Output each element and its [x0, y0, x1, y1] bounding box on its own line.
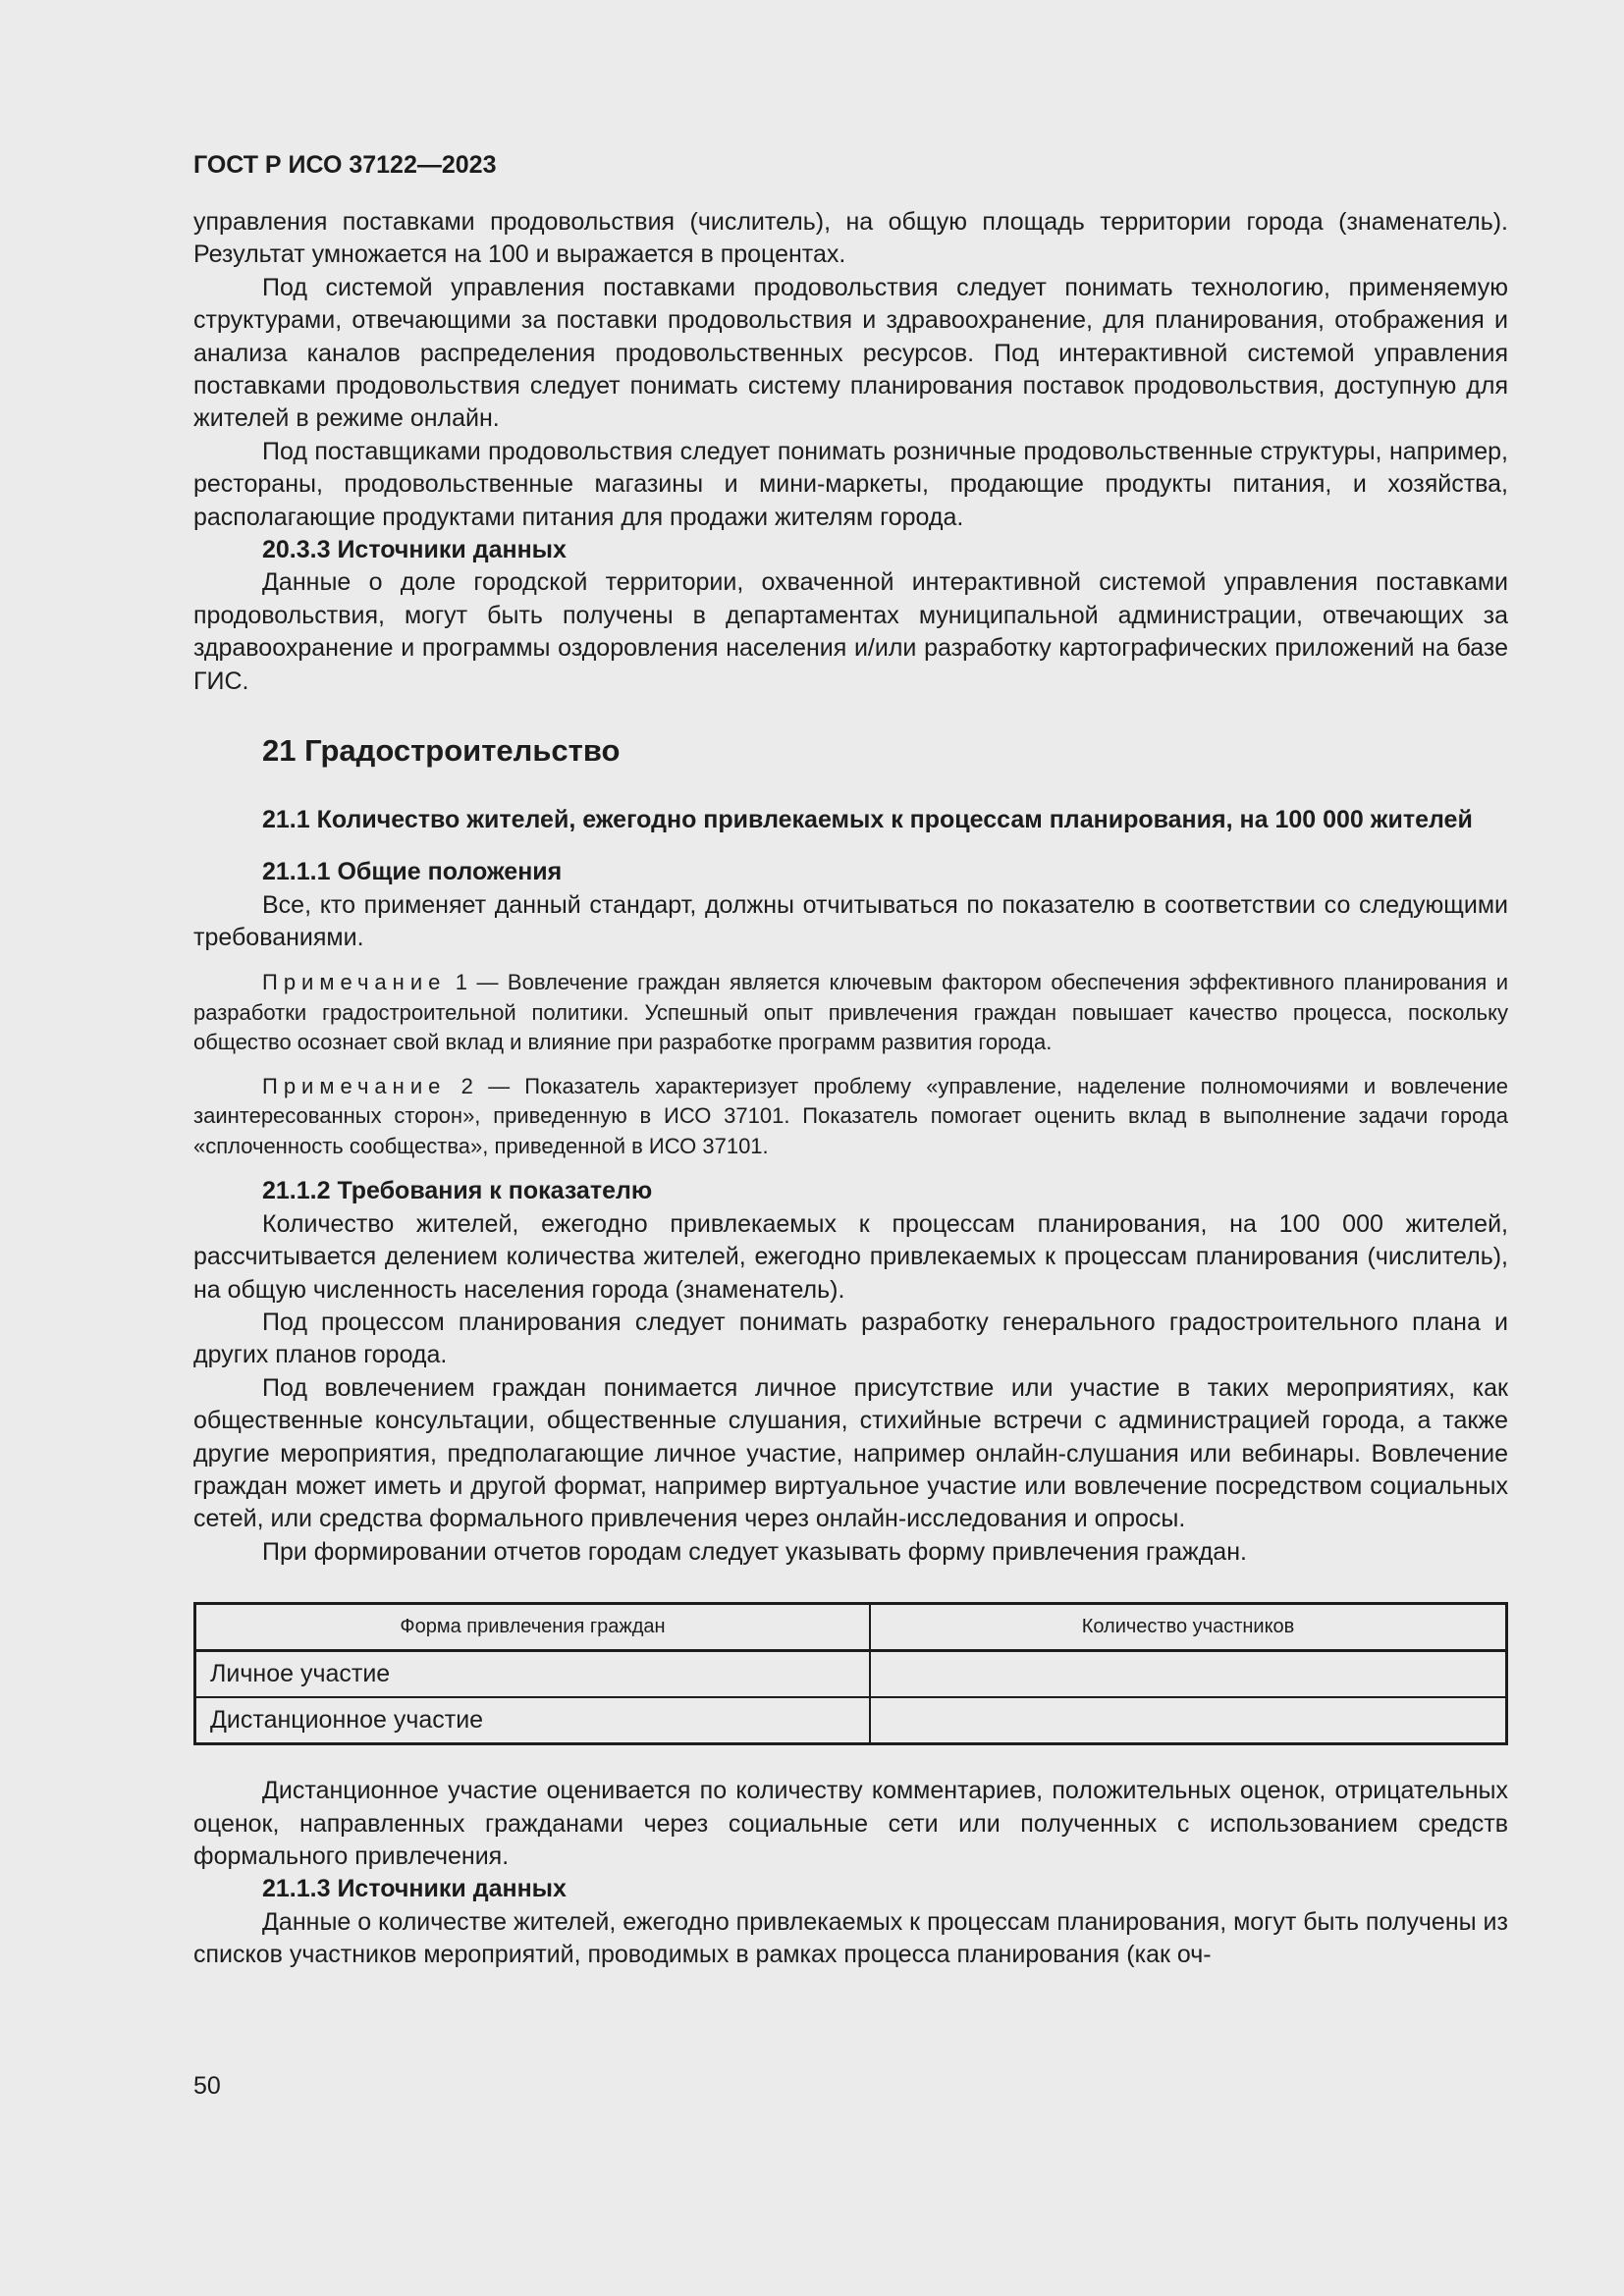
document-header: ГОСТ Р ИСО 37122—2023 — [193, 151, 497, 179]
body-paragraph: управления поставками продовольствия (числитель), на общую площадь территории города (знаменатель). Результат умножается на 100 и выражается в процентах. — [193, 208, 1508, 269]
note-paragraph — [193, 968, 1508, 1058]
body-paragraph: Под вовлечением граждан понимается личное присутствие или участие в таких мероприятиях, как общественные консультации, общественные слушания, стихийные встречи с администрацией города, а также другие мероприятия, предполагающие личное участие, например онлайн-слушания или вебинары. Вовлечение граждан может иметь и другой формат, например виртуальное участие или вовлечение посредством социальных сетей, или средства формального привлечения через онлайн-исследования и опросы. — [193, 1373, 1508, 1533]
table-row — [195, 1651, 1507, 1698]
note-paragraph — [193, 1072, 1508, 1162]
note-text: 1 — Вовлечение граждан является ключевым фактором обеспечения эффективного планирования и разработки градостроительной политики. Успешный опыт привлечения граждан повышает качество процесса, поскольку общество осознает свой вклад и влияние при разработке программ развития города. — [193, 970, 1508, 1055]
participation-table — [193, 1602, 1508, 1745]
table-cell-form: Личное участие — [195, 1651, 871, 1698]
page-number: 50 — [193, 2072, 221, 2100]
section-heading: 21 Градостроительство — [262, 733, 621, 769]
note-text: 2 — Показатель характеризует проблему «управление, наделение полномочиями и вовлечение заинтересованных сторон», приведенную в ИСО 37101. Показатель помогает оценить вклад в выполнение задачи города «сплоченность сообщества», приведенной в ИСО 37101. — [193, 1073, 1508, 1158]
note-label: Примечание — [262, 1073, 447, 1098]
table-header-cell: Форма привлечения граждан — [195, 1604, 871, 1651]
body-paragraph: Количество жителей, ежегодно привлекаемых к процессам планирования, на 100 000 жителей, рассчитывается делением количества жителей, ежегодно привлекаемых к процессам планирования (числитель), на общую численность населения города (знаменатель). — [193, 1209, 1508, 1304]
table-row — [195, 1697, 1507, 1744]
table-cell-count — [870, 1697, 1507, 1744]
document-body — [193, 206, 1508, 1972]
clause-heading: 21.1.1 Общие положения — [262, 858, 563, 886]
body-paragraph: Под процессом планирования следует понимать разработку генерального градостроительного плана и других планов города. — [193, 1308, 1508, 1369]
clause-heading: 20.3.3 Источники данных — [262, 536, 567, 564]
body-paragraph: Под поставщиками продовольствия следует понимать розничные продовольственные структуры, например, рестораны, продовольственные магазины и мини-маркеты, продающие продукты питания, и хозяйства, располагающие продуктами питания для продажи жителям города. — [193, 437, 1508, 531]
subsection-heading: 21.1 Количество жителей, ежегодно привлекаемых к процессам планирования, на 100 000 жителей — [262, 806, 1473, 834]
body-paragraph: При формировании отчетов городам следует указывать форму привлечения граждан. — [262, 1537, 1247, 1566]
body-paragraph: Под системой управления поставками продовольствия следует понимать технологию, применяемую структурами, отвечающими за поставки продовольствия и здравоохранение, для планирования, отображения и анализа каналов распределения продовольственных ресурсов. Под интерактивной системой управления поставками продовольствия следует понимать систему планирования поставок продовольствия, доступную для жителей в режиме онлайн. — [193, 273, 1508, 433]
note-label: Примечание — [262, 970, 447, 995]
table-cell-form: Дистанционное участие — [195, 1697, 871, 1744]
document-page — [193, 143, 1508, 1972]
body-paragraph: Дистанционное участие оценивается по количеству комментариев, положительных оценок, отрицательных оценок, направленных гражданами через социальные сети или полученных с использованием средств формального привлечения. — [193, 1777, 1508, 1870]
clause-heading: 21.1.3 Источники данных — [262, 1875, 567, 1903]
body-paragraph: Все, кто применяет данный стандарт, должны отчитываться по показателю в соответствии со следующими требованиями. — [193, 890, 1508, 951]
body-paragraph: Данные о количестве жителей, ежегодно привлекаемых к процессам планирования, могут быть получены из списков участников мероприятий, проводимых в рамках процесса планирования (как оч- — [193, 1907, 1508, 1969]
body-paragraph: Данные о доле городской территории, охваченной интерактивной системой управления поставками продовольствия, могут быть получены в департаментах муниципальной администрации, отвечающих за здравоохранение и программы оздоровления населения и/или разработку картографических приложений на базе ГИС. — [193, 568, 1508, 695]
table-header-cell: Количество участников — [870, 1604, 1507, 1651]
table-cell-count — [870, 1651, 1507, 1698]
clause-heading: 21.1.2 Требования к показателю — [262, 1177, 653, 1205]
